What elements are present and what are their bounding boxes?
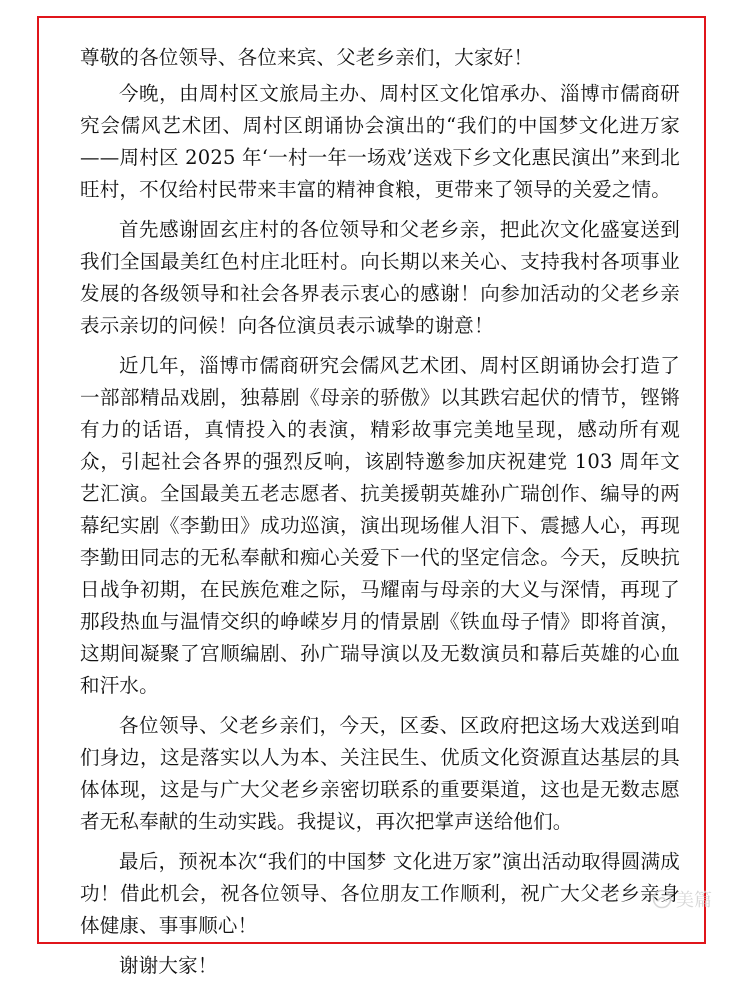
document-body xyxy=(80,42,680,990)
paragraph-achievements: 近几年，淄博市儒商研究会儒风艺术团、周村区朗诵协会打造了一部部精品戏剧，独幕剧《母亲的骄傲》以其跌宕起伏的情节，铿锵有力的话语，真情投入的表演，精彩故事完美地呈现，感动所有观众，引起社会各界的强烈反响，该剧特邀参加庆祝建党 103 周年文艺汇演。全国最美五老志愿者、抗美援朝英雄孙广瑞创作、编导的两幕纪实剧《李勤田》成功巡演，演出现场催人泪下、震撼人心，再现李勤田同志的无私奉献和痴心关爱下一代的坚定信念。今天，反映抗日战争初期，在民族危难之际，马耀南与母亲的大义与深情，再现了那段热血与温情交织的峥嵘岁月的情景剧《铁血母子情》即将首演，这期间凝聚了宫顺编剧、孙广瑞导演以及无数演员和幕后英雄的心血和汗水。 xyxy=(80,354,680,697)
paragraph-thank-you: 谢谢大家！ xyxy=(119,954,218,977)
greeting-line: 尊敬的各位领导、各位来宾、父老乡亲们，大家好！ xyxy=(80,46,534,69)
paragraph-significance: 各位领导、父老乡亲们，今天，区委、区政府把这场大戏送到咱们身边，这是落实以人为本、关注民生、优质文化资源直达基层的具体体现，这是与广大父老乡亲密切联系的重要渠道，这也是无数志愿者无私奉献的生动实践。我提议，再次把掌声送给他们。 xyxy=(80,714,680,833)
paragraph-closing-wishes: 最后，预祝本次“我们的中国梦 文化进万家”演出活动取得圆满成功！借此机会，祝各位领导、各位朋友工作顺利，祝广大父老乡亲身体健康、事事顺心！ xyxy=(80,850,680,937)
watermark xyxy=(652,886,712,912)
paragraph-introduction: 今晚，由周村区文旅局主办、周村区文化馆承办、淄博市儒商研究会儒风艺术团、周村区朗诵协会演出的“我们的中国梦文化进万家——周村区 2025 年‘一村一年一场戏’送戏下乡文化惠民演出”来到北旺村，不仅给村民带来丰富的精神食粮，更带来了领导的关爱之情。 xyxy=(80,82,680,201)
paragraph-thanks: 首先感谢固玄庄村的各位领导和父老乡亲，把此次文化盛宴送到我们全国最美红色村庄北旺村。向长期以来关心、支持我村各项事业发展的各级领导和社会各界表示衷心的感谢！向参加活动的父老乡亲表示亲切的问候！向各位演员表示诚挚的谢意！ xyxy=(80,218,680,337)
meipian-logo-icon xyxy=(652,889,672,909)
watermark-text: 美篇 xyxy=(676,890,712,911)
